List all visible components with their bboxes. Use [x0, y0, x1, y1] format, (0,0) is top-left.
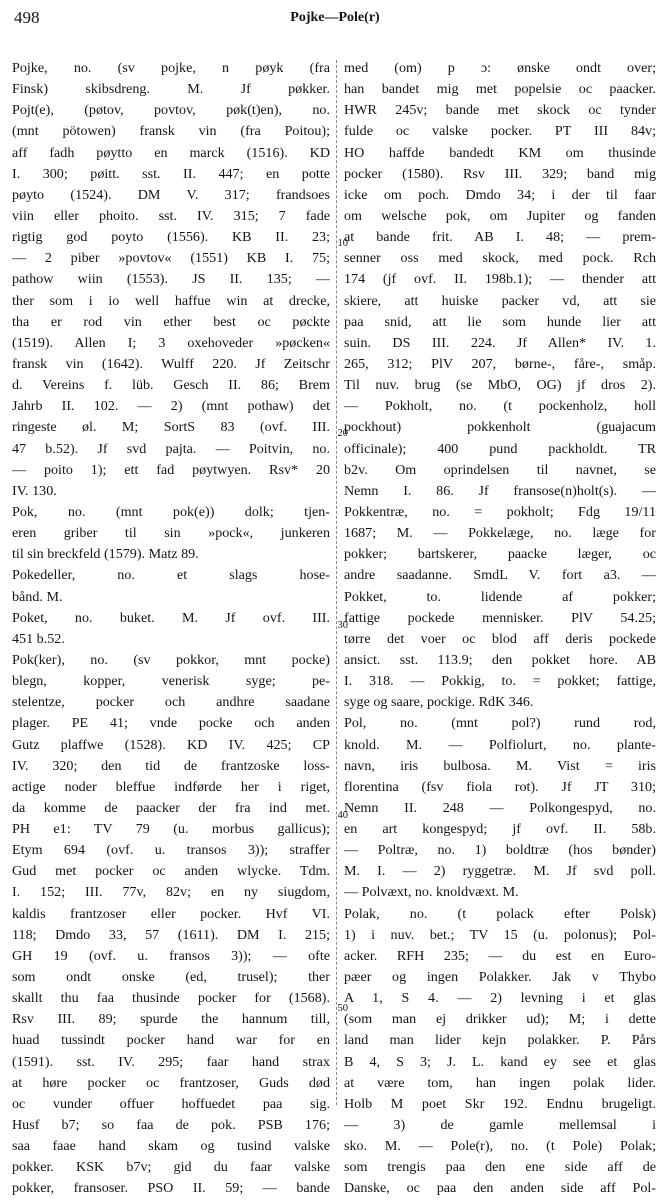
text-line: (mnt pötowen) fransk vin (fra Poitou);	[12, 123, 330, 140]
text-line: navn, iris bulbosa. M. Vist = iris	[344, 757, 656, 774]
text-line: A 1, S 4. — 2) levning i et glas	[344, 990, 656, 1007]
text-line: 265, 312; PlV 207, børne-, fåre-, småp.	[344, 355, 656, 372]
text-line: acker. RFH 235; — du est en Euro-	[344, 947, 656, 964]
text-line: Husf b7; so faa de pok. PSB 176;	[12, 1117, 330, 1134]
text-line: Poket, no. buket. M. Jf ovf. III.	[12, 609, 330, 626]
text-line: — Polvæxt, no. knoldvæxt. M.	[344, 884, 519, 901]
text-line: 451 b.52.	[12, 630, 65, 647]
text-line: pøyto (1524). DM V. 317; frandsoes	[12, 186, 330, 203]
text-line: aff fadh pøytto en marck (1516). KD	[12, 144, 330, 161]
text-line: 1) i nuv. bet.; TV 15 (u. polonus); Pol-	[344, 926, 656, 943]
text-line: 118; Dmdo 33, 57 (1611). DM I. 215;	[12, 926, 330, 943]
text-line: Polak, no. (t polack efter Polsk)	[344, 905, 656, 922]
text-line: — poito 1); ett fad pøytwyen. Rsv* 20	[12, 461, 330, 478]
text-line: skallt thu faa thusinde pocker for (1568).	[12, 990, 330, 1007]
text-line: som ondt onske (ed, trusel); ther	[12, 969, 330, 986]
text-line: tha er rod vin ether best oc pøckte	[12, 313, 330, 330]
page-number: 498	[14, 8, 40, 27]
text-line: pokker. KSK b7v; gid du faar valske	[12, 1159, 330, 1176]
text-line: pathow wiin (1553). JS II. 135; —	[12, 271, 330, 288]
text-line: pokker; bartskerer, paacke læger, oc	[344, 546, 656, 563]
text-line: fransk vin (1642). Wulff 220. Jf Zeitschr	[12, 355, 330, 372]
text-line: (1591). sst. IV. 295; faar hand strax	[12, 1053, 330, 1070]
text-line: syge og saare, pockige. RdK 346.	[344, 694, 534, 711]
text-line: saa faae hand skam og tusind valske	[12, 1138, 330, 1155]
text-line: HO haffde bandedt KM om thusinde	[344, 144, 656, 161]
text-line: b2v. Om oprindelsen til navnet, se	[344, 461, 656, 478]
text-line: Gud met pocker oc anden wlycke. Tdm.	[12, 863, 330, 880]
text-line: Nemn I. 86. Jf fransose(n)holt(s). —	[344, 482, 656, 499]
text-line: (som man ej drikker ud); M; i dette	[344, 1011, 656, 1028]
page-header	[14, 8, 656, 34]
text-line: rigtig god poyto (1556). KB II. 23;	[12, 229, 330, 246]
text-line: — 3) de gamle mellemsal i	[344, 1117, 656, 1134]
running-head: Pojke—Pole(r)	[290, 10, 380, 25]
text-line: pokker, fransoser. PSO II. 59; — bande	[12, 1180, 330, 1197]
text-line: plager. PE 41; vnde pocke och anden	[12, 715, 330, 732]
text-line: PH e1: TV 79 (u. morbus gallicus);	[12, 821, 330, 838]
text-line: — Pokholt, no. (t pockenholz, holl	[344, 398, 656, 415]
text-line: blegn, kopper, venerisk syge; pe-	[12, 673, 330, 690]
text-line: ther som i io well haffue win at drecke,	[12, 292, 330, 309]
text-line: kaldis frantzoser eller pocker. Hvf VI.	[12, 905, 330, 922]
text-line: actige noder bleffue indførde her i riget,	[12, 778, 330, 795]
text-line: I. 318. — Pokkig, to. = pokket; fattige,	[344, 673, 656, 690]
text-line: tørre det voer oc blod aff deris pockede	[344, 630, 656, 647]
text-line: Pojke, no. (sv pojke, n pøyk (fra	[12, 60, 330, 76]
text-line: viin eller phoito. sst. IV. 315; 7 fade	[12, 207, 330, 224]
text-line: 174 (jf ovf. II. 198b.1); — thender att	[344, 271, 656, 288]
text-line: skiere, att huiske packer vd, att sie	[344, 292, 656, 309]
text-line: eren griber til sin »pock«, junkeren	[12, 525, 330, 542]
text-line: — 2 piber »povtov« (1551) KB I. 75;	[12, 250, 330, 267]
text-line: huad tussindt pocker hand war for en	[12, 1032, 330, 1049]
text-line: land man lider kejn polakker. P. Pårs	[344, 1032, 656, 1049]
text-line: Danske, oc paa den anden side aff Pol-	[344, 1180, 656, 1197]
text-line: Holb M poet Skr 192. Endnu brugeligt.	[344, 1095, 656, 1112]
text-line: Pok(ker), no. (sv pokkor, mnt pocke)	[12, 651, 330, 668]
text-line: om welsche pok, om Jupiter og fanden	[344, 207, 656, 224]
text-line: en art kongespyd; jf ovf. II. 58b.	[344, 821, 656, 838]
text-line: at bande frit. AB I. 48; — prem-	[344, 229, 656, 246]
text-line: senner oss med skock, med pock. Rch	[344, 250, 656, 267]
text-line: Jahrb II. 102. — 2) (mnt pothaw) det	[12, 398, 330, 415]
text-line: — Poltræ, no. 1) boldtræ (hos bønder)	[344, 842, 656, 859]
text-line: oc vunder offuer hoffuedet paa sig.	[12, 1095, 330, 1112]
text-line: B 4, S 3; J. L. kand ey see et glas	[344, 1053, 656, 1070]
text-line: at være tom, han ingen polak lider.	[344, 1074, 656, 1091]
text-line: Finsk) skibsdreng. M. Jf pøkker.	[12, 81, 330, 98]
text-line: pocker (1580). Rsv III. 329; band mig	[344, 165, 656, 182]
line-number-40: 40	[337, 810, 348, 821]
text-line: pæer og ingen Polakker. Jak v Thybo	[344, 969, 656, 986]
text-line: IV. 130.	[12, 482, 57, 499]
text-line: GH 19 (ovf. u. fransos 3)); — ofte	[12, 947, 330, 964]
line-number-30: 30	[337, 620, 348, 631]
text-line: til sin breckfeld (1579). Matz 89.	[12, 546, 199, 563]
text-line: Pojt(e), (pøtov, povtov, pøk(t)en), no.	[12, 102, 330, 119]
text-line: bånd. M.	[12, 588, 63, 605]
text-line: da komme de paacker der fra ind met.	[12, 799, 330, 816]
text-line: icke om poch. Dmdo 34; i der til faar	[344, 186, 656, 203]
text-line: at høre pocker oc frantzoser, Guds død	[12, 1074, 330, 1091]
line-number-50: 50	[337, 1003, 348, 1014]
text-line: Etym 694 (ovf. u. transos 3)); straffer	[12, 842, 330, 859]
text-line: d. Vereins f. lüb. Gesch II. 86; Brem	[12, 377, 330, 394]
text-line: fulde oc valske pocker. PT III 84v;	[344, 123, 656, 140]
text-line: stelentze, pocker och andhre saadane	[12, 694, 330, 711]
text-line: knold. M. — Polfiolurt, no. plante-	[344, 736, 656, 753]
text-line: IV. 320; den tid de frantzoske loss-	[12, 757, 330, 774]
right-column	[344, 58, 656, 1200]
text-line: I. 300; pøitt. sst. II. 447; en potte	[12, 165, 330, 182]
text-line: Pokket, to. lidende af pokker;	[344, 588, 656, 605]
text-line: florentina (fsv fiola rot). Jf JT 310;	[344, 778, 656, 795]
text-line: 47 b.52). Jf svd pajta. — Poitvin, no.	[12, 440, 330, 457]
text-line: (1519). Allen I; 3 oxehoveder »pøcken«	[12, 334, 330, 351]
text-line: paa snid, att lie som hunde lier att	[344, 313, 656, 330]
text-line: HWR 245v; bande met skock oc tynder	[344, 102, 656, 119]
text-line: sko. M. — Pole(r), no. (t Pole) Polak;	[344, 1138, 656, 1155]
text-line: Pokkentræ, no. = pokholt; Fdg 19/11	[344, 503, 656, 520]
text-line: som trengis paa den ene side aff de	[344, 1159, 656, 1176]
line-number-20: 20	[337, 428, 348, 439]
text-line: suin. DS III. 224. Jf Allen* IV. 1.	[344, 334, 656, 351]
text-line: ringeste øl. M; SortS 83 (ovf. III.	[12, 419, 330, 436]
text-line: Pokedeller, no. et slags hose-	[12, 567, 330, 584]
text-line: 1687; M. — Pokkelæge, no. læge for	[344, 525, 656, 542]
text-line: pockhout) pokkenholt (guajacum	[344, 419, 656, 436]
text-line: Rsv III. 89; spurde the hannum till,	[12, 1011, 330, 1028]
text-line: han bandet mig met popelsie oc paacker.	[344, 81, 656, 98]
text-line: fattige pockede mennisker. PlV 54.25;	[344, 609, 656, 626]
column-divider	[336, 60, 337, 1105]
text-line: med (om) p ɔ: ønske ondt over;	[344, 60, 656, 76]
text-line: I. 152; III. 77v, 82v; en ny siugdom,	[12, 884, 330, 901]
text-line: ansict. sst. 113.9; den pokket hore. AB	[344, 651, 656, 668]
text-line: andre saadanne. SmdL V. fort a3. —	[344, 567, 656, 584]
text-line: Til nuv. brug (se MbO, OG) jf dros 2).	[344, 377, 656, 394]
text-line: Pok, no. (mnt pok(e)) dolk; tjen-	[12, 503, 330, 520]
text-line: Pol, no. (mnt pol?) rund rod,	[344, 715, 656, 732]
line-number-10: 10	[337, 238, 348, 249]
text-line: officinale); 400 pund packholdt. TR	[344, 440, 656, 457]
text-line: Nemn II. 248 — Polkongespyd, no.	[344, 799, 656, 816]
text-line: Gutz plaffwe (1528). KD IV. 425; CP	[12, 736, 330, 753]
left-column	[12, 58, 330, 1200]
text-line: M. I. — 2) ryggetræ. M. Jf svd poll.	[344, 863, 656, 880]
